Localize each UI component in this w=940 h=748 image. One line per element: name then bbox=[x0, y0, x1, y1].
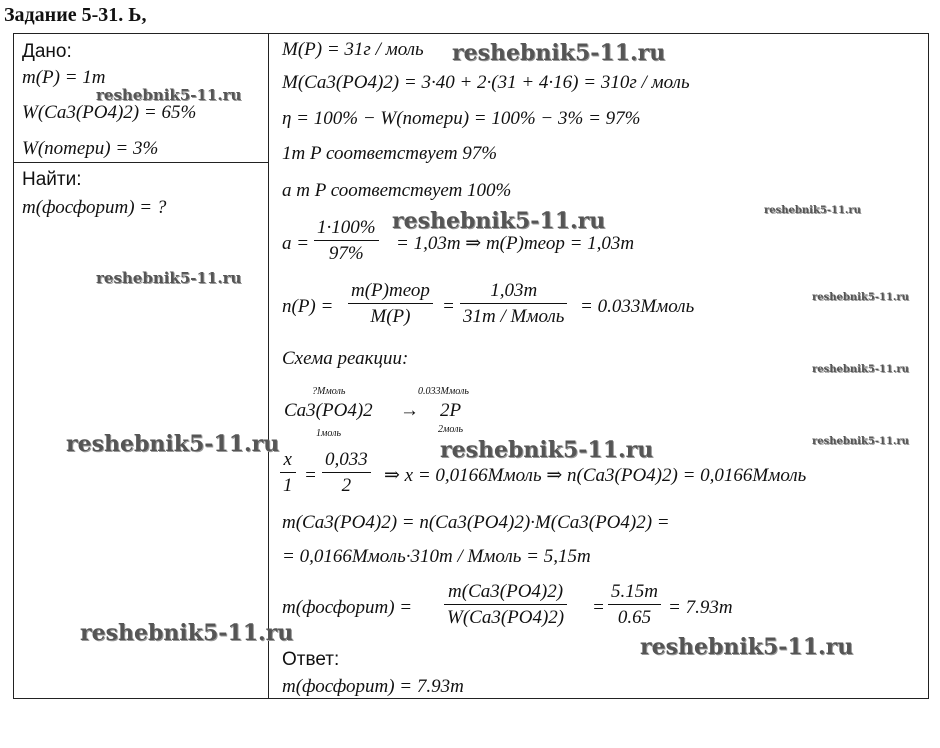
answer-value: m(фосфорит) = 7.93т bbox=[282, 676, 464, 697]
solution-line-molar-ca3po4: M(Ca3(PO4)2) = 3·40 + 2·(31 + 4·16) = 310г / моль bbox=[282, 72, 690, 93]
solution-x-fraction-2 bbox=[322, 450, 371, 495]
solution-n-p-eq: = bbox=[442, 296, 455, 317]
solution-a-fraction bbox=[314, 218, 379, 263]
solution-x-den2: 2 bbox=[322, 472, 371, 495]
column-divider bbox=[268, 33, 269, 699]
given-w-ca3po4: W(Ca3(PO4)2) = 65% bbox=[22, 102, 197, 123]
solution-x-fraction-1 bbox=[280, 450, 296, 495]
solution-n-p-rhs: = 0.033Mмоль bbox=[580, 296, 695, 317]
solution-n-p-den2: 31т / Mмоль bbox=[460, 303, 567, 326]
solution-a-rhs: = 1,03т ⇒ m(P)теор = 1,03т bbox=[396, 233, 635, 254]
scheme-below-left: 1моль bbox=[316, 428, 342, 439]
given-mass-p bbox=[22, 68, 106, 87]
solution-phosphorite-lhs: m(фосфорит) = bbox=[282, 597, 413, 618]
find-label: Найти: bbox=[22, 169, 82, 190]
solution-a-numerator: 1·100% bbox=[317, 217, 376, 238]
scheme-label: Схема реакции: bbox=[282, 348, 409, 369]
scheme-above-right: 0.033Mмоль bbox=[418, 386, 469, 397]
solution-n-p-den1: M(P) bbox=[348, 303, 433, 326]
watermark: reshebnik5-11.ru bbox=[96, 269, 242, 287]
solution-line-molar-p: M(P) = 31г / моль bbox=[282, 39, 424, 60]
given-mass-p-text: m(P) = 1т bbox=[22, 67, 106, 88]
solution-phosphorite-eq: = bbox=[592, 597, 605, 618]
watermark: reshebnik5-11.ru bbox=[80, 620, 294, 646]
watermark: reshebnik5-11.ru bbox=[640, 634, 854, 660]
watermark: reshebnik5-11.ru bbox=[96, 86, 242, 104]
watermark: reshebnik5-11.ru bbox=[812, 364, 909, 375]
solution-phosphorite-num1: m(Ca3(PO4)2) bbox=[448, 581, 564, 602]
solution-n-p-lhs: n(P) = bbox=[282, 296, 334, 317]
scheme-arrow: → bbox=[400, 400, 419, 421]
given-w-loss: W(потери) = 3% bbox=[22, 138, 159, 159]
watermark: reshebnik5-11.ru bbox=[452, 40, 666, 66]
watermark: reshebnik5-11.ru bbox=[66, 431, 280, 457]
watermark: reshebnik5-11.ru bbox=[440, 437, 654, 463]
scheme-below-right: 2моль bbox=[438, 424, 464, 435]
solution-phosphorite-fraction-1 bbox=[444, 582, 567, 627]
solution-n-p-num1: m(P)теор bbox=[351, 280, 430, 301]
solution-x-rhs: ⇒ x = 0,0166Mмоль ⇒ n(Ca3(PO4)2) = 0,0166Mмоль bbox=[384, 465, 807, 486]
solution-phosphorite-rhs: = 7.93т bbox=[668, 597, 733, 618]
solution-line-proportion-2: a т P соответствует 100% bbox=[282, 180, 512, 201]
solution-x-eq: = bbox=[304, 465, 317, 486]
given-find-divider bbox=[13, 162, 269, 163]
solution-x-num2: 0,033 bbox=[325, 449, 368, 470]
solution-phosphorite-den2: 0.65 bbox=[608, 604, 661, 627]
solution-x-den1: 1 bbox=[280, 472, 296, 495]
solution-n-p-num2: 1,03т bbox=[490, 280, 538, 301]
solution-phosphorite-fraction-2 bbox=[608, 582, 661, 627]
solution-mass-ca3po4-2: = 0,0166Mмоль·310т / Mмоль = 5,15т bbox=[282, 546, 591, 567]
solution-line-yield: η = 100% − W(потери) = 100% − 3% = 97% bbox=[282, 108, 641, 129]
solution-a-lhs: a = bbox=[282, 233, 310, 254]
solution-n-p-fraction-1 bbox=[348, 281, 433, 326]
watermark: reshebnik5-11.ru bbox=[812, 436, 909, 447]
solution-mass-ca3po4-1: m(Ca3(PO4)2) = n(Ca3(PO4)2)·M(Ca3(PO4)2) = bbox=[282, 512, 670, 533]
solution-phosphorite-den1: W(Ca3(PO4)2) bbox=[444, 604, 567, 627]
scheme-reactant: Ca3(PO4)2 bbox=[284, 400, 373, 421]
watermark: reshebnik5-11.ru bbox=[812, 292, 909, 303]
solution-phosphorite-num2: 5.15т bbox=[611, 581, 658, 602]
solution-n-p-fraction-2 bbox=[460, 281, 567, 326]
answer-label: Ответ: bbox=[282, 649, 340, 670]
watermark: reshebnik5-11.ru bbox=[392, 208, 606, 234]
given-label: Дано: bbox=[22, 41, 72, 62]
scheme-product: 2P bbox=[440, 400, 462, 421]
solution-x-num1: x bbox=[283, 449, 292, 470]
scheme-above-left: ?Mмоль bbox=[312, 386, 346, 397]
problem-title: Задание 5-31. Ь, bbox=[4, 4, 147, 26]
watermark: reshebnik5-11.ru bbox=[764, 205, 861, 216]
find-target: m(фосфорит) = ? bbox=[22, 197, 167, 218]
solution-a-denominator: 97% bbox=[314, 240, 379, 263]
solution-line-proportion-1: 1т P соответствует 97% bbox=[282, 143, 498, 164]
